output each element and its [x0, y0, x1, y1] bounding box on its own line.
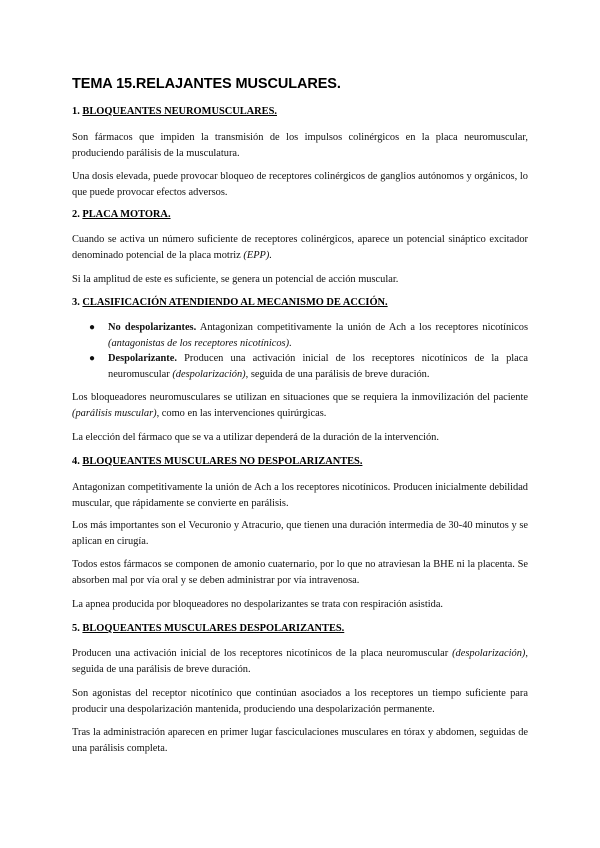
section-3-heading: [72, 297, 388, 308]
section-4-paragraph-3: Todos estos fármacos se componen de amonio cuaternario, por lo que no atraviesan la BHE ni la placenta. Se absorben mal por vía oral y se deben administrar por vía intravenosa.: [72, 559, 528, 586]
section-2-paragraph-1: [72, 232, 528, 263]
section-3-paragraph-1-text-c: , como en las intervenciones quirúrgicas.: [156, 407, 327, 419]
list-item-2-end: , seguida de una parálisis de breve duración.: [245, 368, 430, 380]
epp-abbreviation: (EPP).: [243, 249, 272, 261]
list-item-1-italic: (antagonistas de los receptores nicotínicos): [108, 337, 290, 349]
section-1-number: 1.: [72, 106, 80, 117]
section-1-paragraph-1: Son fármacos que impiden la transmisión de los impulsos colinérgicos en la placa neuromuscular, produciendo parálisis de la musculatura.: [72, 132, 528, 159]
section-3-title: CLASIFICACIÓN ATENDIENDO AL MECANISMO DE ACCIÓN.: [82, 297, 388, 308]
section-3-number: 3.: [72, 297, 80, 308]
section-1-paragraph-2: Una dosis elevada, puede provocar bloqueo de receptores colinérgicos de ganglios autónomos y orgánicos, lo que puede provocar efectos adversos.: [72, 171, 528, 198]
section-4-paragraph-2: Los más importantes son el Vecuronio y Atracurio, que tienen una duración intermedia de 30-40 minutos y se aplican en cirugía.: [72, 520, 528, 547]
section-5-paragraph-1-text-a: Producen una activación inicial de los receptores nicotínicos de la placa neuromuscular: [72, 648, 453, 659]
section-4-number: 4.: [72, 456, 80, 467]
classification-list: [72, 320, 528, 382]
section-1-title: BLOQUEANTES NEUROMUSCULARES.: [82, 106, 277, 117]
section-2-title: PLACA MOTORA.: [82, 209, 171, 220]
section-4-paragraph-1: Antagonizan competitivamente la unión de Ach a los receptores nicotínicos. Producen inicialmente debilidad muscular, que rápidamente se convierte en parálisis.: [72, 482, 528, 509]
list-item-1-term: No despolarizantes.: [108, 322, 197, 333]
section-4-heading: [72, 456, 362, 467]
list-item-2-term: Despolarizante.: [108, 353, 177, 364]
list-item-2-text: Producen una activación inicial de los receptores nicotínicos de la placa neuromuscular: [108, 353, 528, 380]
section-5-heading: [72, 623, 344, 634]
section-4-title: BLOQUEANTES MUSCULARES NO DESPOLARIZANTES.: [82, 456, 363, 467]
section-4-paragraph-4: La apnea producida por bloqueadores no despolarizantes se trata con respiración asistida.: [72, 599, 444, 610]
section-2-paragraph-1-text: Cuando se activa un número suficiente de receptores colinérgicos, aparece un potencial sináptico excitador denominado potencial de la placa motriz: [72, 234, 528, 261]
document-title: TEMA 15.RELAJANTES MUSCULARES.: [72, 76, 341, 92]
list-item-2-italic: (despolarización): [172, 368, 246, 380]
section-1-heading: [72, 106, 277, 117]
section-3-paragraph-1-text-a: Los bloqueadores neuromusculares se utilizan en situaciones que se requiera la inmovilización del paciente: [72, 392, 528, 403]
section-5-paragraph-1: [72, 646, 528, 677]
section-2-paragraph-2: Si la amplitud de este es suficiente, se genera un potencial de acción muscular.: [72, 274, 399, 285]
section-2-number: 2.: [72, 209, 80, 220]
section-5-number: 5.: [72, 623, 80, 634]
section-5-title: BLOQUEANTES MUSCULARES DESPOLARIZANTES.: [82, 623, 345, 634]
bullet-icon: ●: [89, 322, 96, 333]
section-3-paragraph-1-italic: (parálisis muscular): [72, 407, 157, 419]
list-item-despolarizante: [72, 351, 528, 382]
list-item-1-end: .: [289, 337, 292, 349]
list-item-1-text: Antagonizan competitivamente la unión de Ach a los receptores nicotínicos: [196, 322, 528, 333]
list-item-no-despolarizantes: [72, 320, 528, 351]
section-5-paragraph-3: Tras la administración aparecen en primer lugar fasciculaciones musculares en tórax y abdomen, seguidas de una parálisis completa.: [72, 727, 528, 754]
bullet-icon: ●: [89, 353, 96, 364]
section-5-paragraph-2: Son agonistas del receptor nicotínico que continúan asociados a los receptores un tiempo suficiente para producir una despolarización mantenida, produciendo una despolarización permanente.: [72, 688, 528, 715]
section-5-paragraph-1-text-c: , seguida de una parálisis de breve duración.: [72, 648, 528, 675]
section-3-paragraph-1: [72, 390, 528, 421]
section-2-heading: [72, 209, 171, 220]
section-5-paragraph-1-italic: (despolarización): [452, 648, 526, 659]
section-3-paragraph-2: La elección del fármaco que se va a utilizar dependerá de la duración de la intervención.: [72, 432, 439, 443]
